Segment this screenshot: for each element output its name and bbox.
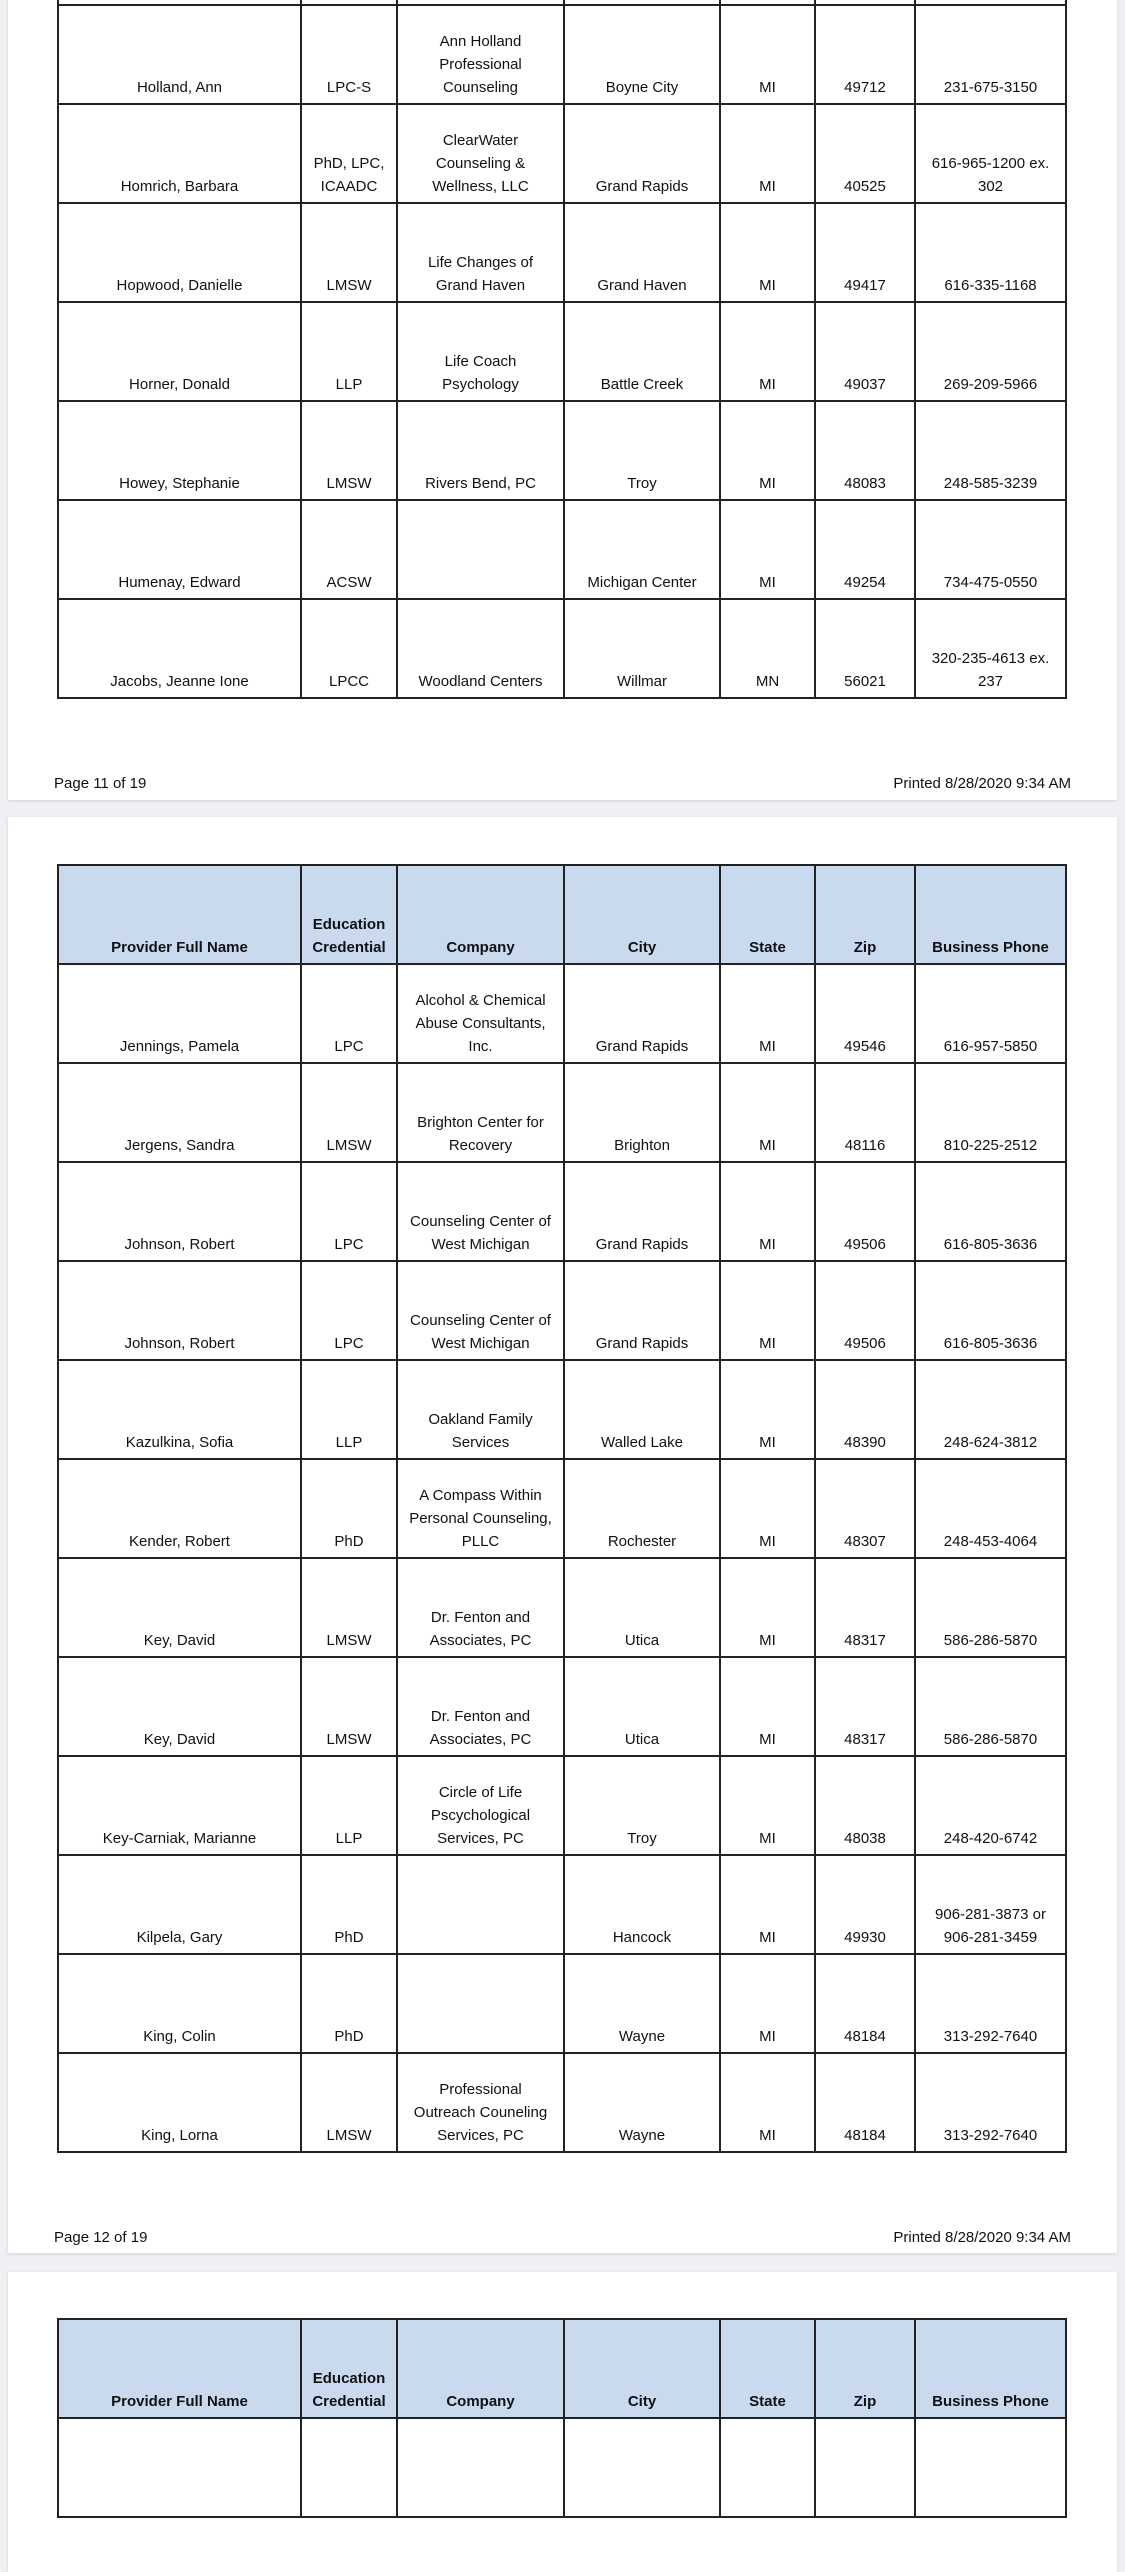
table-row: [59, 6, 1067, 105]
cell-business-phone: 248-453-4064: [916, 1460, 1067, 1559]
cell-business-phone: 810-225-2512: [916, 1064, 1067, 1163]
cell-provider-name: Jergens, Sandra: [59, 1064, 302, 1163]
cell-state: MI: [721, 1262, 816, 1361]
column-header-zip: Zip: [816, 2320, 916, 2419]
column-header-credential: Education Credential: [302, 2320, 398, 2419]
cell-credential: LMSW: [302, 402, 398, 501]
cell-state: MI: [721, 303, 816, 402]
cell-empty: [916, 2419, 1067, 2518]
cell-provider-name: Key-Carniak, Marianne: [59, 1757, 302, 1856]
cell-provider-name: Johnson, Robert: [59, 1262, 302, 1361]
cell-city: Michigan Center: [565, 501, 721, 600]
cell-city: Utica: [565, 1658, 721, 1757]
column-header-credential: Education Credential: [302, 866, 398, 965]
cell-business-phone: 734-475-0550: [916, 501, 1067, 600]
cell-provider-name: Key, David: [59, 1658, 302, 1757]
cell-provider-name: Kilpela, Gary: [59, 1856, 302, 1955]
cell-empty: [565, 2419, 721, 2518]
cell-provider-name: King, Lorna: [59, 2054, 302, 2153]
cell-credential: LLP: [302, 303, 398, 402]
cell-business-phone: 269-209-5966: [916, 303, 1067, 402]
cell-company: Counseling Center of West Michigan: [398, 1262, 565, 1361]
cell-company: Alcohol & Chemical Abuse Consultants, Inc.: [398, 965, 565, 1064]
column-header-state: State: [721, 866, 816, 965]
column-header-provider-name: Provider Full Name: [59, 866, 302, 965]
cell-company: Circle of Life Pscychological Services, PC: [398, 1757, 565, 1856]
cell-zip: 49037: [816, 303, 916, 402]
table-row: [59, 1856, 1067, 1955]
cell-city: Grand Rapids: [565, 965, 721, 1064]
cell-city: Wayne: [565, 2054, 721, 2153]
cell-business-phone: 248-585-3239: [916, 402, 1067, 501]
table-row: [59, 1955, 1067, 2054]
cell-state: MI: [721, 6, 816, 105]
cell-zip: 49506: [816, 1262, 916, 1361]
table-row: [59, 1658, 1067, 1757]
cell-business-phone: 313-292-7640: [916, 1955, 1067, 2054]
table-row: [59, 1064, 1067, 1163]
cell-credential: PhD: [302, 1460, 398, 1559]
cell-state: MI: [721, 1460, 816, 1559]
table-row: [59, 1757, 1067, 1856]
cell-state: MI: [721, 204, 816, 303]
cell-business-phone: 586-286-5870: [916, 1658, 1067, 1757]
cell-zip: 49506: [816, 1163, 916, 1262]
page-13: [8, 2272, 1117, 2572]
page-11: [8, 0, 1117, 800]
cell-state: MI: [721, 1064, 816, 1163]
cell-zip: 56021: [816, 600, 916, 699]
table-row-partial: [59, 2419, 1067, 2518]
cell-credential: ACSW: [302, 501, 398, 600]
cell-state: MI: [721, 105, 816, 204]
page-footer: [54, 2229, 1071, 2247]
cell-zip: 48317: [816, 1559, 916, 1658]
cell-city: Battle Creek: [565, 303, 721, 402]
table-row: [59, 1163, 1067, 1262]
column-header-zip: Zip: [816, 866, 916, 965]
cell-state: MI: [721, 1955, 816, 2054]
cell-company: ClearWater Counseling & Wellness, LLC: [398, 105, 565, 204]
cell-state: MI: [721, 402, 816, 501]
cell-business-phone: 616-805-3636: [916, 1163, 1067, 1262]
column-header-company: Company: [398, 866, 565, 965]
cell-credential: LPC: [302, 965, 398, 1064]
table-row: [59, 600, 1067, 699]
column-header-business-phone: Business Phone: [916, 2320, 1067, 2419]
cell-zip: 49417: [816, 204, 916, 303]
cell-city: Troy: [565, 402, 721, 501]
page-number: Page 12 of 19: [54, 2229, 148, 2246]
cell-zip: 48184: [816, 2054, 916, 2153]
cell-state: MI: [721, 1757, 816, 1856]
cell-city: Willmar: [565, 600, 721, 699]
cell-empty: [721, 2419, 816, 2518]
cell-business-phone: 313-292-7640: [916, 2054, 1067, 2153]
cell-city: Brighton: [565, 1064, 721, 1163]
cell-empty: [398, 2419, 565, 2518]
cell-business-phone: 906-281-3873 or 906-281-3459: [916, 1856, 1067, 1955]
cell-city: Grand Rapids: [565, 1262, 721, 1361]
cell-company: Oakland Family Services: [398, 1361, 565, 1460]
cell-credential: PhD: [302, 1856, 398, 1955]
cell-zip: 49546: [816, 965, 916, 1064]
cell-company: Dr. Fenton and Associates, PC: [398, 1559, 565, 1658]
cell-credential: PhD, LPC, ICAADC: [302, 105, 398, 204]
cell-zip: 48307: [816, 1460, 916, 1559]
cell-credential: LMSW: [302, 2054, 398, 2153]
cell-city: Grand Rapids: [565, 1163, 721, 1262]
column-header-company: Company: [398, 2320, 565, 2419]
column-header-city: City: [565, 2320, 721, 2419]
cell-state: MI: [721, 1856, 816, 1955]
cell-company: Ann Holland Professional Counseling: [398, 6, 565, 105]
column-header-state: State: [721, 2320, 816, 2419]
cell-company: [398, 1955, 565, 2054]
table-row: [59, 1559, 1067, 1658]
cell-zip: 48184: [816, 1955, 916, 2054]
cell-provider-name: Humenay, Edward: [59, 501, 302, 600]
cell-zip: 48317: [816, 1658, 916, 1757]
cell-state: MI: [721, 1658, 816, 1757]
cell-state: MI: [721, 1361, 816, 1460]
cell-company: Brighton Center for Recovery: [398, 1064, 565, 1163]
table-row: [59, 402, 1067, 501]
cell-state: MN: [721, 600, 816, 699]
cell-credential: PhD: [302, 1955, 398, 2054]
cell-business-phone: 616-965-1200 ex. 302: [916, 105, 1067, 204]
cell-zip: 48116: [816, 1064, 916, 1163]
provider-table: [57, 0, 1067, 699]
table-row: [59, 303, 1067, 402]
cell-company: Dr. Fenton and Associates, PC: [398, 1658, 565, 1757]
cell-credential: LPC-S: [302, 6, 398, 105]
cell-business-phone: 248-624-3812: [916, 1361, 1067, 1460]
cell-credential: LMSW: [302, 1064, 398, 1163]
cell-provider-name: Jennings, Pamela: [59, 965, 302, 1064]
cell-business-phone: 320-235-4613 ex. 237: [916, 600, 1067, 699]
cell-empty: [302, 2419, 398, 2518]
cell-credential: LLP: [302, 1361, 398, 1460]
cell-company: A Compass Within Personal Counseling, PLLC: [398, 1460, 565, 1559]
cell-zip: 49712: [816, 6, 916, 105]
cell-business-phone: 231-675-3150: [916, 6, 1067, 105]
cell-city: Grand Haven: [565, 204, 721, 303]
cell-city: Wayne: [565, 1955, 721, 2054]
printed-date: Printed 8/28/2020 9:34 AM: [893, 775, 1071, 792]
cell-empty: [59, 2419, 302, 2518]
table-row: [59, 204, 1067, 303]
cell-city: Utica: [565, 1559, 721, 1658]
table-row: [59, 2054, 1067, 2153]
cell-empty: [816, 2419, 916, 2518]
table-row: [59, 1361, 1067, 1460]
cell-provider-name: Horner, Donald: [59, 303, 302, 402]
cell-provider-name: Homrich, Barbara: [59, 105, 302, 204]
cell-zip: 40525: [816, 105, 916, 204]
cell-business-phone: 248-420-6742: [916, 1757, 1067, 1856]
cell-company: Life Coach Psychology: [398, 303, 565, 402]
cell-city: Troy: [565, 1757, 721, 1856]
page-footer: [54, 775, 1071, 793]
cell-credential: LMSW: [302, 1658, 398, 1757]
cell-credential: LLP: [302, 1757, 398, 1856]
cell-credential: LMSW: [302, 204, 398, 303]
cell-company: Professional Outreach Couneling Services, PC: [398, 2054, 565, 2153]
cell-city: Hancock: [565, 1856, 721, 1955]
cell-zip: 49254: [816, 501, 916, 600]
table-row: [59, 1262, 1067, 1361]
cell-provider-name: Jacobs, Jeanne Ione: [59, 600, 302, 699]
cell-provider-name: Kender, Robert: [59, 1460, 302, 1559]
cell-city: Grand Rapids: [565, 105, 721, 204]
cell-business-phone: 616-335-1168: [916, 204, 1067, 303]
cell-business-phone: 586-286-5870: [916, 1559, 1067, 1658]
cell-company: Woodland Centers: [398, 600, 565, 699]
cell-credential: LPC: [302, 1262, 398, 1361]
table-row: [59, 105, 1067, 204]
table-row: [59, 1460, 1067, 1559]
printed-date: Printed 8/28/2020 9:34 AM: [893, 2229, 1071, 2246]
provider-table: [57, 864, 1067, 2153]
column-header-provider-name: Provider Full Name: [59, 2320, 302, 2419]
table-row: [59, 501, 1067, 600]
cell-company: [398, 501, 565, 600]
cell-state: MI: [721, 965, 816, 1064]
column-header-city: City: [565, 866, 721, 965]
cell-company: Rivers Bend, PC: [398, 402, 565, 501]
cell-state: MI: [721, 501, 816, 600]
cell-provider-name: Johnson, Robert: [59, 1163, 302, 1262]
cell-company: [398, 1856, 565, 1955]
cell-provider-name: Howey, Stephanie: [59, 402, 302, 501]
page-12: [8, 817, 1117, 2253]
cell-city: Rochester: [565, 1460, 721, 1559]
cell-state: MI: [721, 1163, 816, 1262]
cell-company: Counseling Center of West Michigan: [398, 1163, 565, 1262]
cell-zip: 48083: [816, 402, 916, 501]
cell-zip: 48038: [816, 1757, 916, 1856]
table-header-row: [59, 866, 1067, 965]
cell-business-phone: 616-805-3636: [916, 1262, 1067, 1361]
cell-provider-name: Hopwood, Danielle: [59, 204, 302, 303]
cell-provider-name: Kazulkina, Sofia: [59, 1361, 302, 1460]
cell-provider-name: Holland, Ann: [59, 6, 302, 105]
cell-city: Walled Lake: [565, 1361, 721, 1460]
cell-business-phone: 616-957-5850: [916, 965, 1067, 1064]
cell-credential: LMSW: [302, 1559, 398, 1658]
page-number: Page 11 of 19: [54, 775, 147, 792]
cell-company: Life Changes of Grand Haven: [398, 204, 565, 303]
cell-credential: LPC: [302, 1163, 398, 1262]
provider-table: [57, 2318, 1067, 2518]
cell-provider-name: Key, David: [59, 1559, 302, 1658]
cell-provider-name: King, Colin: [59, 1955, 302, 2054]
cell-state: MI: [721, 2054, 816, 2153]
cell-zip: 48390: [816, 1361, 916, 1460]
column-header-business-phone: Business Phone: [916, 866, 1067, 965]
cell-city: Boyne City: [565, 6, 721, 105]
table-row: [59, 965, 1067, 1064]
cell-state: MI: [721, 1559, 816, 1658]
cell-zip: 49930: [816, 1856, 916, 1955]
cell-credential: LPCC: [302, 600, 398, 699]
table-header-row: [59, 2320, 1067, 2419]
